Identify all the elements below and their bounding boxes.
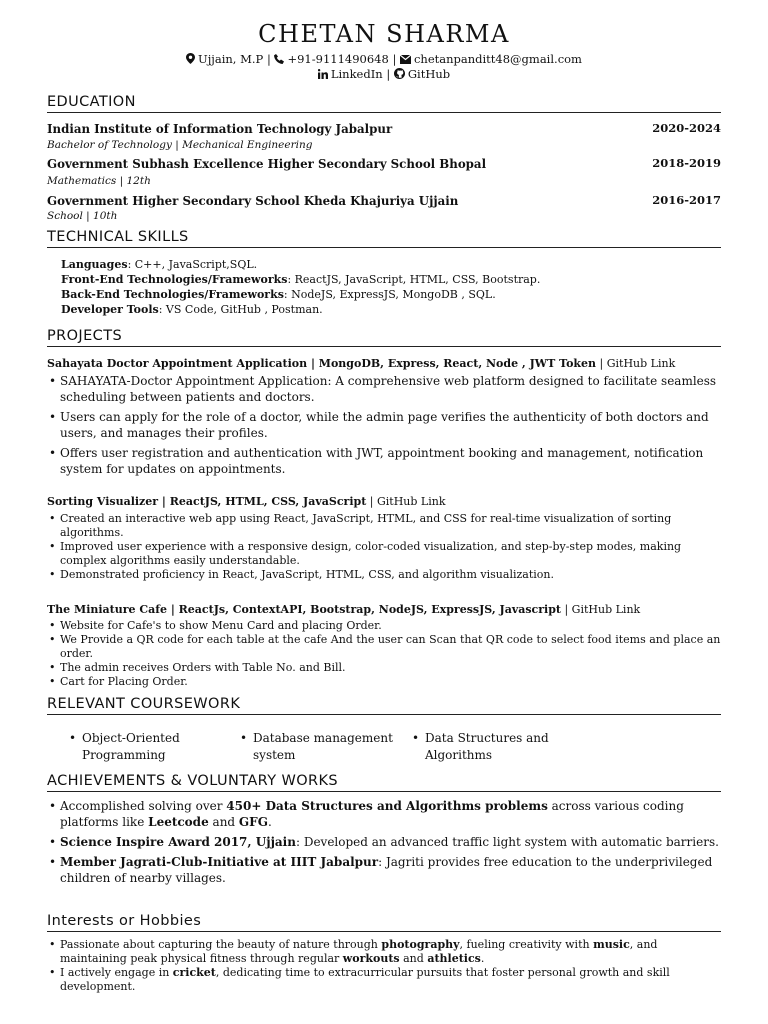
list-item: • Website for Cafe's to show Menu Card and placing Order.	[47, 619, 727, 633]
phone-link[interactable]: +91-9111490648	[287, 52, 389, 66]
profile-links	[0, 67, 768, 82]
separator: |	[392, 52, 397, 66]
list-item: • Member Jagrati-Club-Initiative at IIIT Jabalpur: Jagriti provides free education to the underprivileged children of nearby villages.	[47, 854, 727, 886]
list-item: • SAHAYATA-Doctor Appointment Application: A comprehensive web platform designed to facilitate seamless scheduling between patients and doctors.	[47, 373, 727, 405]
list-item: • Cart for Placing Order.	[47, 675, 727, 689]
school-name: Government Subhash Excellence Higher Secondary School Bhopal	[47, 157, 487, 171]
separator: |	[386, 67, 391, 81]
education-years: 2016-2017	[652, 193, 721, 207]
section-heading-interests: Interests or Hobbies	[47, 913, 721, 932]
skill-row: Developer Tools: VS Code, GitHub , Postman.	[61, 303, 323, 316]
list-item: • Users can apply for the role of a doctor, while the admin page verifies the authenticity of both doctors and users, and manages their profiles.	[47, 409, 727, 441]
skill-row: Front-End Technologies/Frameworks: ReactJS, JavaScript, HTML, CSS, Bootstrap.	[61, 273, 541, 286]
school-name: Indian Institute of Information Technology Jabalpur	[47, 122, 393, 136]
github-project-link[interactable]: | GitHub Link	[366, 495, 446, 508]
project-title: The Miniature Cafe | ReactJs, ContextAPI, Bootstrap, NodeJS, ExpressJS, Javascript | GitHub Link	[47, 603, 641, 616]
linkedin-link[interactable]: LinkedIn	[330, 67, 383, 81]
list-item: • Accomplished solving over 450+ Data Structures and Algorithms problems across various coding platforms like Leetcode and GFG.	[47, 798, 727, 830]
project-bullets	[47, 373, 727, 477]
project-title: Sahayata Doctor Appointment Application | MongoDB, Express, React, Node , JWT Token | GitHub Link	[47, 357, 676, 370]
education-entry	[47, 121, 721, 136]
education-entry	[47, 156, 721, 171]
achievements-list	[47, 798, 727, 886]
list-item: • I actively engage in cricket, dedicating time to extracurricular pursuits that foster personal growth and skill development.	[47, 966, 727, 994]
section-heading-coursework: RELEVANT COURSEWORK	[47, 696, 721, 715]
list-item: • Created an interactive web app using React, JavaScript, HTML, and CSS for real-time visualization of sorting algorithms.	[47, 512, 727, 540]
education-detail: School | 10th	[47, 210, 118, 222]
coursework-item: • Object-Oriented Programming	[82, 730, 222, 764]
github-icon	[394, 68, 405, 82]
github-project-link[interactable]: | GitHub Link	[596, 357, 676, 370]
project-bullets	[47, 512, 727, 582]
list-item: • Science Inspire Award 2017, Ujjain: Developed an advanced traffic light system with automatic barriers.	[47, 834, 727, 850]
project-bullets	[47, 619, 727, 689]
coursework-item: • Data Structures and Algorithms	[425, 730, 575, 764]
candidate-name: CHETAN SHARMA	[258, 20, 510, 48]
contact-line	[0, 52, 768, 67]
skill-row: Languages: C++, JavaScript,SQL.	[61, 258, 258, 271]
location-text: Ujjain, M.P	[198, 52, 264, 66]
project-title: Sorting Visualizer | ReactJS, HTML, CSS, JavaScript | GitHub Link	[47, 495, 446, 508]
section-heading-projects: PROJECTS	[47, 328, 721, 347]
list-item: • Offers user registration and authentication with JWT, appointment booking and management, notification system for updates on appointments.	[47, 445, 727, 477]
github-project-link[interactable]: | GitHub Link	[560, 603, 641, 616]
coursework-item: • Database management system	[253, 730, 393, 764]
interests-list	[47, 938, 727, 994]
school-name: Government Higher Secondary School Kheda Khajuriya Ujjain	[47, 194, 459, 208]
map-pin-icon	[186, 53, 195, 67]
github-link[interactable]: GitHub	[407, 67, 451, 81]
email-link[interactable]: chetanpanditt48@gmail.com	[413, 52, 582, 66]
education-years: 2018-2019	[652, 156, 721, 170]
list-item: • Improved user experience with a responsive design, color-coded visualization, and step-by-step modes, making complex algorithms easily understandable.	[47, 540, 727, 568]
list-item: • Demonstrated proficiency in React, JavaScript, HTML, CSS, and algorithm visualization.	[47, 568, 727, 582]
skills-list	[61, 257, 735, 317]
section-heading-achievements: ACHIEVEMENTS & VOLUNTARY WORKS	[47, 773, 721, 792]
education-detail: Bachelor of Technology | Mechanical Engineering	[47, 139, 313, 151]
linkedin-icon	[318, 68, 328, 82]
education-detail: Mathematics | 12th	[47, 175, 151, 187]
section-heading-education: EDUCATION	[47, 94, 721, 113]
list-item: • We Provide a QR code for each table at the cafe And the user can Scan that QR code to select food items and place an order.	[47, 633, 727, 661]
education-entry	[47, 193, 721, 208]
section-heading-skills: TECHNICAL SKILLS	[47, 229, 721, 248]
list-item: • The admin receives Orders with Table No. and Bill.	[47, 661, 727, 675]
envelope-icon	[400, 53, 411, 67]
skill-row: Back-End Technologies/Frameworks: NodeJS, ExpressJS, MongoDB , SQL.	[61, 288, 496, 301]
separator: |	[266, 52, 271, 66]
list-item: • Passionate about capturing the beauty of nature through photography, fueling creativity with music, and maintaining peak physical fitness through regular workouts and athletics.	[47, 938, 727, 966]
phone-icon	[274, 53, 284, 67]
education-years: 2020-2024	[652, 121, 721, 135]
